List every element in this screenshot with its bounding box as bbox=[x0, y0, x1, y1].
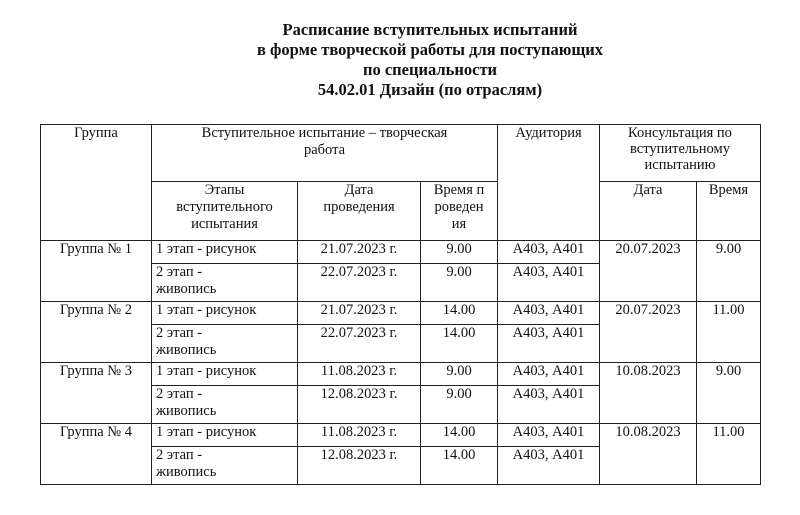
header-exam: Вступительное испытание – творческая работа bbox=[152, 125, 498, 182]
group-name: Группа № 2 bbox=[41, 302, 152, 363]
exam-date: 21.07.2023 г. bbox=[298, 241, 421, 264]
table-row bbox=[41, 424, 761, 447]
consult-time: 11.00 bbox=[697, 424, 761, 485]
exam-date: 11.08.2023 г. bbox=[298, 424, 421, 447]
consult-date: 10.08.2023 bbox=[600, 363, 697, 424]
exam-date: 12.08.2023 г. bbox=[298, 447, 421, 485]
exam-time: 9.00 bbox=[421, 363, 498, 386]
room: А403, А401 bbox=[498, 386, 600, 424]
group-name: Группа № 1 bbox=[41, 241, 152, 302]
table-row bbox=[41, 302, 761, 325]
consult-date: 20.07.2023 bbox=[600, 241, 697, 302]
room: А403, А401 bbox=[498, 424, 600, 447]
exam-time: 9.00 bbox=[421, 241, 498, 264]
schedule-table bbox=[40, 124, 761, 485]
header-exam-time: Время проведения bbox=[421, 182, 498, 241]
room: А403, А401 bbox=[498, 325, 600, 363]
exam-time: 14.00 bbox=[421, 325, 498, 363]
header-consult-date: Дата bbox=[600, 182, 697, 241]
room: А403, А401 bbox=[498, 447, 600, 485]
header-consult: Консультация по вступительному испытанию bbox=[600, 125, 761, 182]
document-title bbox=[150, 20, 710, 100]
stage-name: 2 этап - живопись bbox=[152, 386, 298, 424]
stage-name: 1 этап - рисунок bbox=[152, 241, 298, 264]
stage-name: 2 этап - живопись bbox=[152, 325, 298, 363]
room: А403, А401 bbox=[498, 363, 600, 386]
room: А403, А401 bbox=[498, 264, 600, 302]
stage-name: 2 этап - живопись bbox=[152, 264, 298, 302]
stage-name: 1 этап - рисунок bbox=[152, 302, 298, 325]
consult-date: 20.07.2023 bbox=[600, 302, 697, 363]
stage-name: 1 этап - рисунок bbox=[152, 424, 298, 447]
title-line-1: Расписание вступительных испытаний bbox=[282, 20, 578, 39]
exam-date: 12.08.2023 г. bbox=[298, 386, 421, 424]
header-group: Группа bbox=[41, 125, 152, 241]
table-row bbox=[41, 363, 761, 386]
header-stages: Этапы вступительного испытания bbox=[152, 182, 298, 241]
title-line-2: в форме творческой работы для поступающих bbox=[256, 40, 604, 59]
room: А403, А401 bbox=[498, 302, 600, 325]
exam-date: 21.07.2023 г. bbox=[298, 302, 421, 325]
title-line-4: 54.02.01 Дизайн (по отраслям) bbox=[317, 80, 543, 99]
exam-time: 9.00 bbox=[421, 386, 498, 424]
consult-date: 10.08.2023 bbox=[600, 424, 697, 485]
group-name: Группа № 3 bbox=[41, 363, 152, 424]
title-line-3: по специальности bbox=[362, 60, 498, 79]
group-name: Группа № 4 bbox=[41, 424, 152, 485]
exam-time: 14.00 bbox=[421, 424, 498, 447]
consult-time: 9.00 bbox=[697, 241, 761, 302]
header-row bbox=[41, 125, 761, 182]
consult-time: 9.00 bbox=[697, 363, 761, 424]
exam-date: 22.07.2023 г. bbox=[298, 264, 421, 302]
stage-name: 1 этап - рисунок bbox=[152, 363, 298, 386]
consult-time: 11.00 bbox=[697, 302, 761, 363]
stage-name: 2 этап - живопись bbox=[152, 447, 298, 485]
exam-time: 14.00 bbox=[421, 447, 498, 485]
header-room: Аудитория bbox=[498, 125, 600, 241]
exam-date: 22.07.2023 г. bbox=[298, 325, 421, 363]
exam-date: 11.08.2023 г. bbox=[298, 363, 421, 386]
room: А403, А401 bbox=[498, 241, 600, 264]
exam-time: 14.00 bbox=[421, 302, 498, 325]
header-exam-date: Дата проведения bbox=[298, 182, 421, 241]
header-consult-time: Время bbox=[697, 182, 761, 241]
table-row bbox=[41, 241, 761, 264]
exam-time: 9.00 bbox=[421, 264, 498, 302]
